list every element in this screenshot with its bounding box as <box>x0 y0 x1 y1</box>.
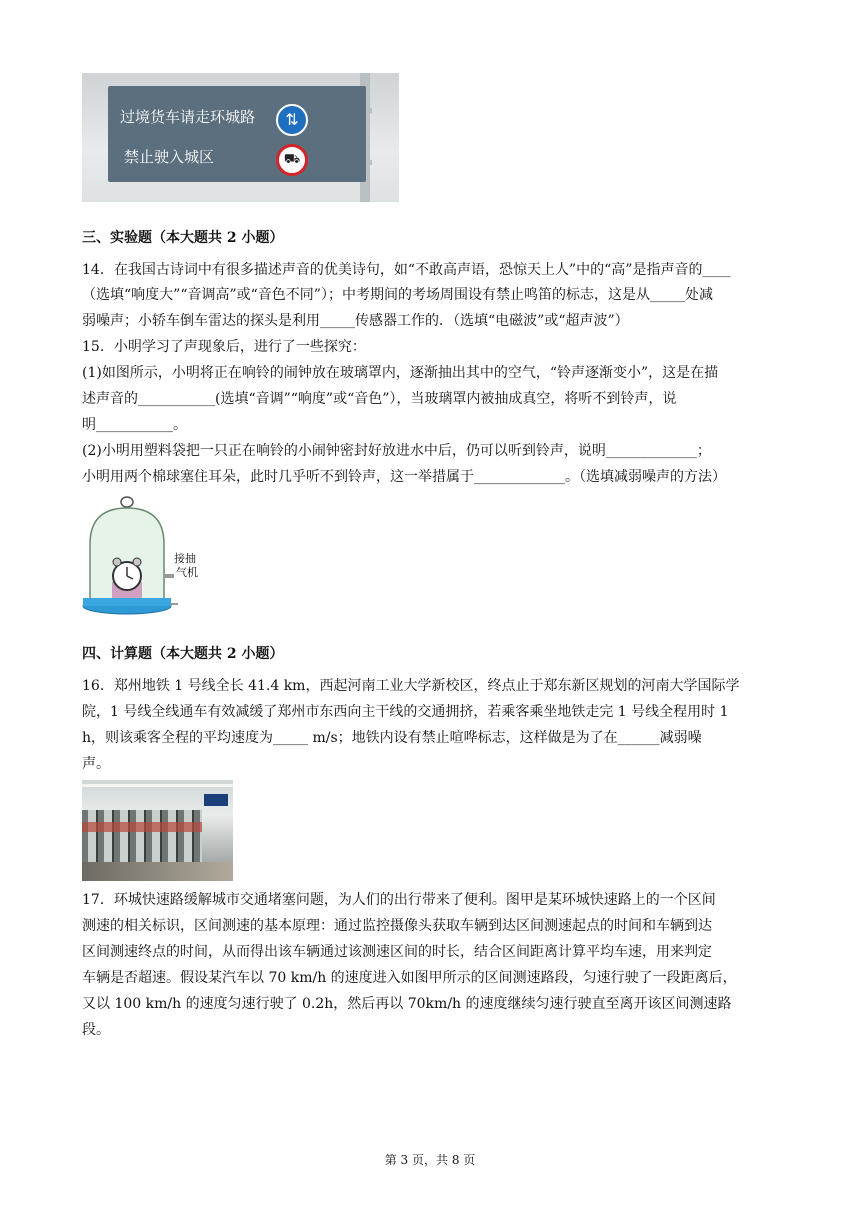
section3-title: 三、实验题（本大题共 2 小题） <box>82 230 284 246</box>
page-number: 第 3 页，共 8 页 <box>384 1153 476 1167</box>
q15-line-6: 小明用两个棉球塞住耳朵，此时几乎听不到铃声，这一举措属于_____________。（选填减弱噪声的方法） <box>82 469 726 485</box>
q17-line-1: 17．环城快速路缓解城市交通堵塞问题，为人们的出行带来了便利。图甲是某环城快速路上的一个区间 <box>82 892 716 908</box>
pump-label-2: 气机 <box>176 566 198 579</box>
platform-screen-doors <box>82 810 202 862</box>
q16-line-1: 16．郑州地铁 1 号线全长 41.4 km，西起河南工业大学新校区，终点止于郑东新区规划的河南大学国际学 <box>82 678 740 694</box>
train-window-band <box>82 822 202 832</box>
q16-line-4: 声。 <box>82 756 110 772</box>
q17-line-3: 区间测速终点的时间，从而得出该车辆通过该测速区间的时长，结合区间距离计算平均车速，用来判定 <box>82 944 712 960</box>
q16-line-2: 院，1 号线全线通车有效减缓了郑州市东西向主干线的交通拥挤，若乘客乘坐地铁走完 1 号线全程用时 1 <box>82 704 729 720</box>
bell-jar-drawing <box>82 494 222 616</box>
info-screen <box>204 794 228 806</box>
sign-board <box>108 86 366 182</box>
q16-line-3: h，则该乘客全程的平均速度为_____ m/s；地铁内设有禁止喧哗标志，这样做是为了在______减弱噪 <box>82 730 702 746</box>
bell-jar-figure <box>82 494 222 616</box>
section4-title: 四、计算题（本大题共 2 小题） <box>82 646 284 662</box>
q14-line-3: 弱噪声；小轿车倒车雷达的探头是利用_____传感器工作的．（选填“电磁波”或“超声波”） <box>82 313 629 329</box>
ceiling-light <box>82 784 233 787</box>
traffic-sign-image <box>82 73 399 202</box>
q15-line-5: (2)小明用塑料袋把一只正在响铃的小闹钟密封好放进水中后，仍可以听到铃声，说明_____________； <box>82 443 711 459</box>
pump-label-1: 接抽 <box>174 552 196 565</box>
sign-text-line2: 禁止驶入城区 <box>124 148 215 166</box>
q15-line-1: 15．小明学习了声现象后，进行了一些探究： <box>82 339 366 355</box>
q15-line-2: (1)如图所示，小明将正在响铃的闹钟放在玻璃罩内，逐渐抽出其中的空气，“铃声逐渐变小”，这是在描 <box>82 365 719 381</box>
platform-floor <box>82 862 233 881</box>
q17-line-6: 段。 <box>82 1022 110 1038</box>
q17-line-4: 车辆是否超速。假设某汽车以 70 km/h 的速度进入如图甲所示的区间测速路段，匀速行驶了一段距离后， <box>82 970 737 986</box>
q14-line-1: 14．在我国古诗词中有很多描述声音的优美诗句，如“不敢高声语，恐惊天上人”中的“高”是指声音的____ <box>82 262 731 278</box>
q14-line-2: （选填“响度大”“音调高”或“音色不同”）；中考期间的考场周围设有禁止鸣笛的标志，这是从_____处减 <box>82 287 713 303</box>
q17-line-5: 又以 100 km/h 的速度匀速行驶了 0.2h，然后再以 70km/h 的速度继续匀速行驶直至离开该区间测速路 <box>82 996 732 1012</box>
q17-line-2: 测速的相关标识，区间测速的基本原理：通过监控摄像头获取车辆到达区间测速起点的时间和车辆到达 <box>82 918 712 934</box>
q15-line-4: 明___________。 <box>82 417 187 433</box>
sign-text-line1: 过境货车请走环城路 <box>120 108 256 126</box>
direction-arrow-icon: ⇅ <box>276 104 308 136</box>
no-truck-icon: ⛟ <box>276 144 308 176</box>
metro-platform-image <box>82 780 233 881</box>
q15-line-3: 述声音的___________(选填“音调”“响度”或“音色”），当玻璃罩内被抽成真空，将听不到铃声，说 <box>82 391 677 407</box>
